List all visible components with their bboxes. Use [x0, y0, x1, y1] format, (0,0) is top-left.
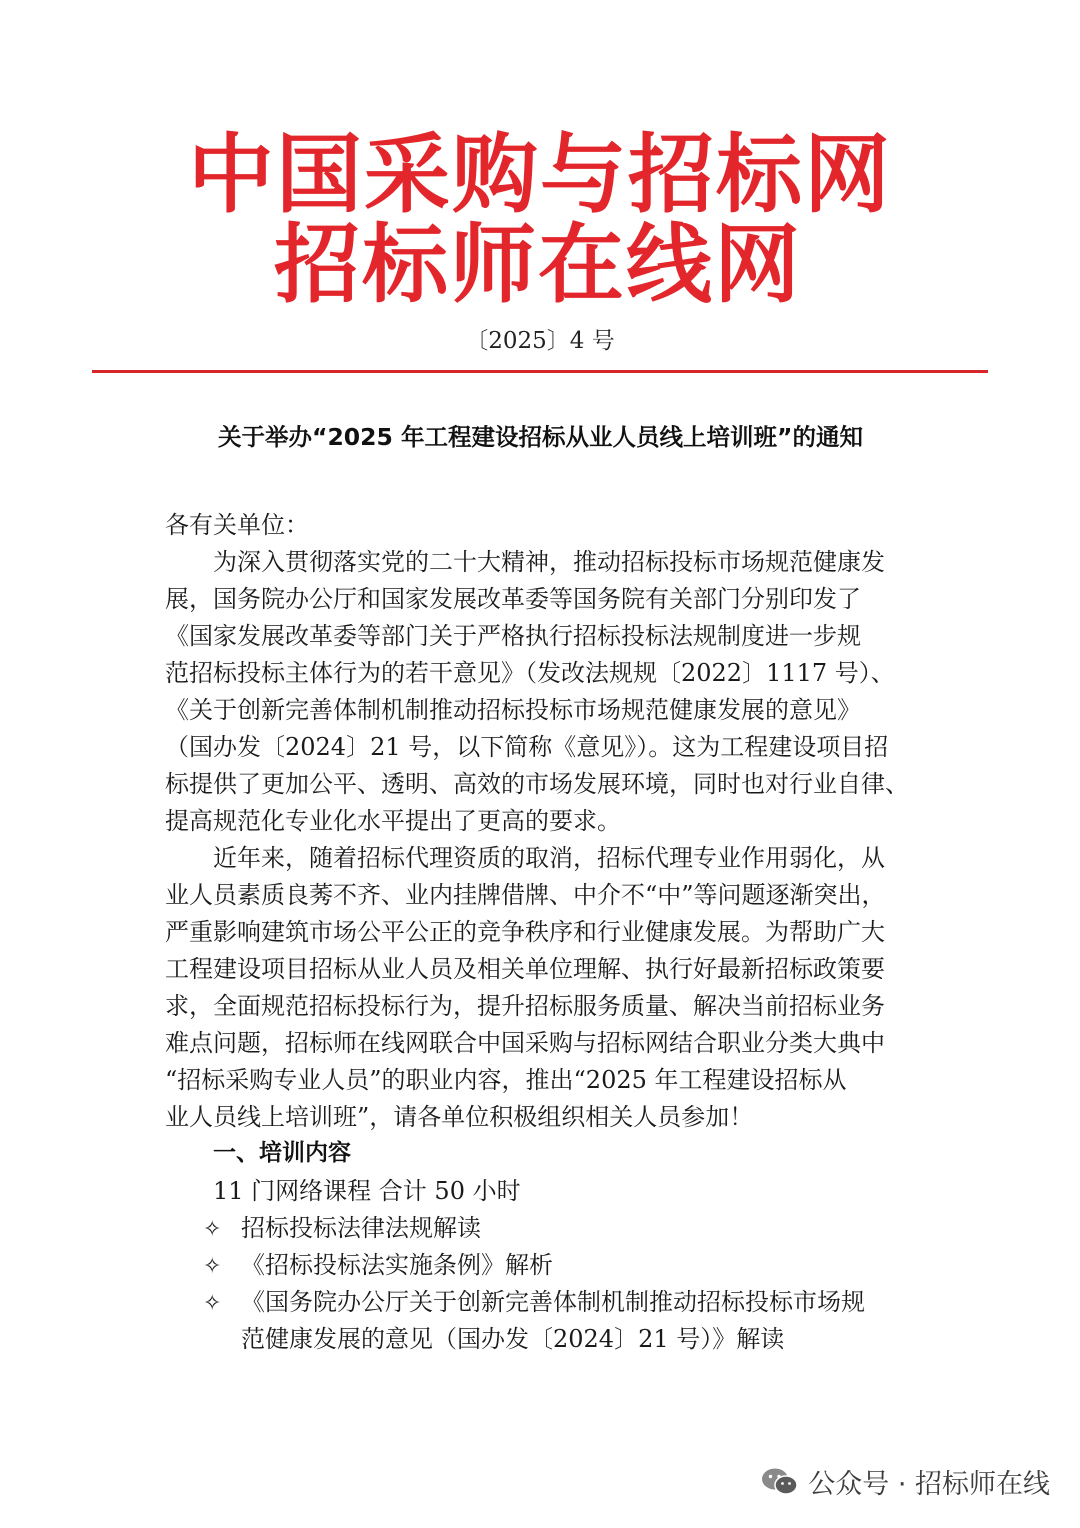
paragraph-1-line: 提高规范化专业化水平提出了更高的要求。 — [165, 807, 621, 835]
paragraph-2-line: 业人员线上培训班”，请各单位积极组织相关人员参加！ — [165, 1103, 754, 1131]
wechat-icon — [760, 1466, 800, 1498]
list-item — [203, 1245, 553, 1280]
list-item-text: 范健康发展的意见（国办发〔2024〕21 号）》解读 — [241, 1325, 785, 1353]
masthead-line-2: 招标师在线网 — [274, 215, 802, 315]
list-item-text: 招标投标法律法规解读 — [241, 1214, 481, 1242]
list-item-continuation — [241, 1319, 784, 1354]
paragraph-1-line: 标提供了更加公平、透明、高效的市场发展环境，同时也对行业自律、 — [165, 770, 909, 798]
paragraph-1-line: 为深入贯彻落实党的二十大精神，推动招标投标市场规范健康发 — [165, 548, 885, 576]
diamond-bullet-icon: ✧ — [203, 1291, 222, 1316]
diamond-bullet-icon: ✧ — [203, 1254, 222, 1279]
paragraph-2-line: 求，全面规范招标投标行为，提升招标服务质量、解决当前招标业务 — [165, 992, 885, 1020]
paragraph-1-line: 《关于创新完善体制机制推动招标投标市场规范健康发展的意见》 — [165, 696, 861, 724]
paragraph-2-line: “招标采购专业人员”的职业内容，推出“2025 年工程建设招标从 — [165, 1066, 847, 1094]
paragraph-2-line: 工程建设项目招标从业人员及相关单位理解、执行好最新招标政策要 — [165, 955, 885, 983]
notice-title: 关于举办“2025 年工程建设招标从业人员线上培训班”的通知 — [218, 423, 863, 451]
wechat-watermark — [760, 1462, 1050, 1501]
document-number: 〔2025〕4 号 — [465, 328, 615, 354]
paragraph-1-line: 《国家发展改革委等部门关于严格执行招标投标法规制度进一步规 — [165, 622, 861, 650]
paragraph-1-line: 范招标投标主体行为的若干意见》（发改法规规〔2022〕1117 号）、 — [165, 659, 895, 687]
section-heading-training-content: 一、培训内容 — [213, 1140, 351, 1166]
paragraph-1-line: （国办发〔2024〕21 号，以下简称《意见》）。这为工程建设项目招 — [165, 733, 889, 761]
paragraph-1-line: 展，国务院办公厅和国家发展改革委等国务院有关部门分别印发了 — [165, 585, 861, 613]
list-item-text: 《国务院办公厅关于创新完善体制机制推动招标投标市场规 — [241, 1288, 865, 1316]
list-item — [203, 1208, 481, 1243]
list-item — [203, 1282, 865, 1317]
list-item-text: 《招标投标法实施条例》解析 — [241, 1251, 553, 1279]
diamond-bullet-icon: ✧ — [203, 1217, 222, 1242]
paragraph-2-line: 难点问题，招标师在线网联合中国采购与招标网结合职业分类大典中 — [165, 1029, 885, 1057]
watermark-text: 公众号 · 招标师在线 — [808, 1469, 1050, 1500]
red-divider-line — [92, 370, 988, 373]
paragraph-2-line: 业人员素质良莠不齐、业内挂牌借牌、中介不“中”等问题逐渐突出， — [165, 881, 886, 909]
course-summary: 11 门网络课程 合计 50 小时 — [213, 1177, 521, 1205]
paragraph-2-line: 近年来，随着招标代理资质的取消，招标代理专业作用弱化，从 — [165, 844, 885, 872]
masthead-line-1: 中国采购与招标网 — [188, 125, 892, 225]
paragraph-2-line: 严重影响建筑市场公平公正的竞争秩序和行业健康发展。为帮助广大 — [165, 918, 885, 946]
salutation: 各有关单位： — [165, 511, 309, 539]
